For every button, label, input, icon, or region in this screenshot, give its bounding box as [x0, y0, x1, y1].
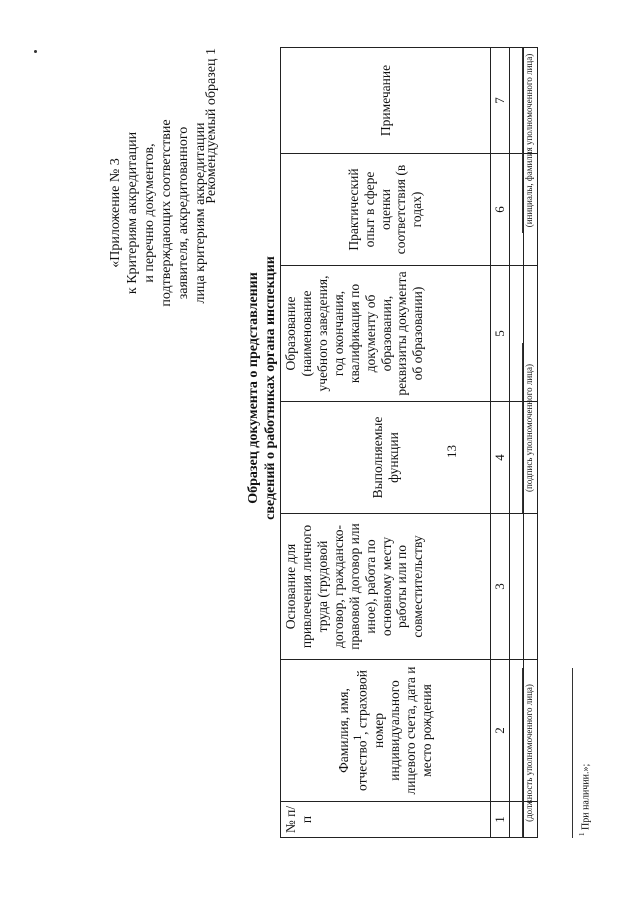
appendix-line: «Приложение № 3	[108, 158, 123, 268]
signature-sign-line: (подпись уполномоченного лица)	[522, 343, 538, 513]
appendix-line: подтверждающих соответствие	[159, 119, 175, 307]
appendix-line: заявителя, аккредитованного	[176, 126, 192, 300]
table-cell	[524, 514, 538, 660]
appendix-line: к Критериям аккредитации	[125, 131, 141, 295]
employees-table	[280, 47, 538, 838]
footnote: $^1$ При наличии.»;	[578, 763, 592, 836]
footnote-separator	[572, 668, 573, 838]
column-number: 4	[491, 402, 510, 514]
column-number: 6	[491, 154, 510, 266]
column-number: 5	[491, 266, 510, 402]
sample-note: Рекомендуемый образец 1	[204, 48, 219, 204]
appendix-line: и перечню документов,	[142, 143, 158, 283]
column-number: 3	[491, 514, 510, 660]
header-cell: Практический опыт в сфере оценки соответствия (в годах)	[281, 154, 491, 266]
column-number: 2	[491, 660, 510, 802]
header-cell: Фамилия, имя, отчество$^1$, страховой номер индивидуального лицевого счета, дата и место рождения	[281, 660, 491, 802]
table-header-row	[281, 48, 491, 838]
signature-position-line: (должность уполномоченного лица)	[522, 668, 538, 838]
signature-name-line: (инициалы, фамилия уполномоченного лица)	[522, 48, 538, 233]
header-cell: Основание для привлечения личного труда (трудовой договор, гражданско-правовой договор или иное), работа по основному месту работы или по совместительству	[281, 514, 491, 660]
header-cell: Выполняемые функции	[281, 402, 491, 514]
appendix-header	[107, 48, 209, 378]
rotated-sheet	[12, 28, 612, 888]
page-number: 13	[444, 445, 459, 458]
table-cell	[510, 514, 524, 660]
header-cell: № п/п	[281, 802, 491, 838]
header-cell: Образование (наименование учебного заведения, год окончания, квалификация по документу об образовании, реквизиты документа об образовании)	[281, 266, 491, 402]
column-number-row	[491, 48, 510, 838]
scan-speck	[34, 50, 37, 53]
title-line: сведений о работниках органа инспекции	[263, 256, 279, 520]
header-cell: Примечание	[281, 48, 491, 154]
appendix-line: лица критериям аккредитации	[193, 122, 209, 304]
column-number: 1	[491, 802, 510, 838]
title-line: Образец документа о представлении	[246, 272, 261, 504]
column-number: 7	[491, 48, 510, 154]
document-title	[245, 148, 279, 628]
